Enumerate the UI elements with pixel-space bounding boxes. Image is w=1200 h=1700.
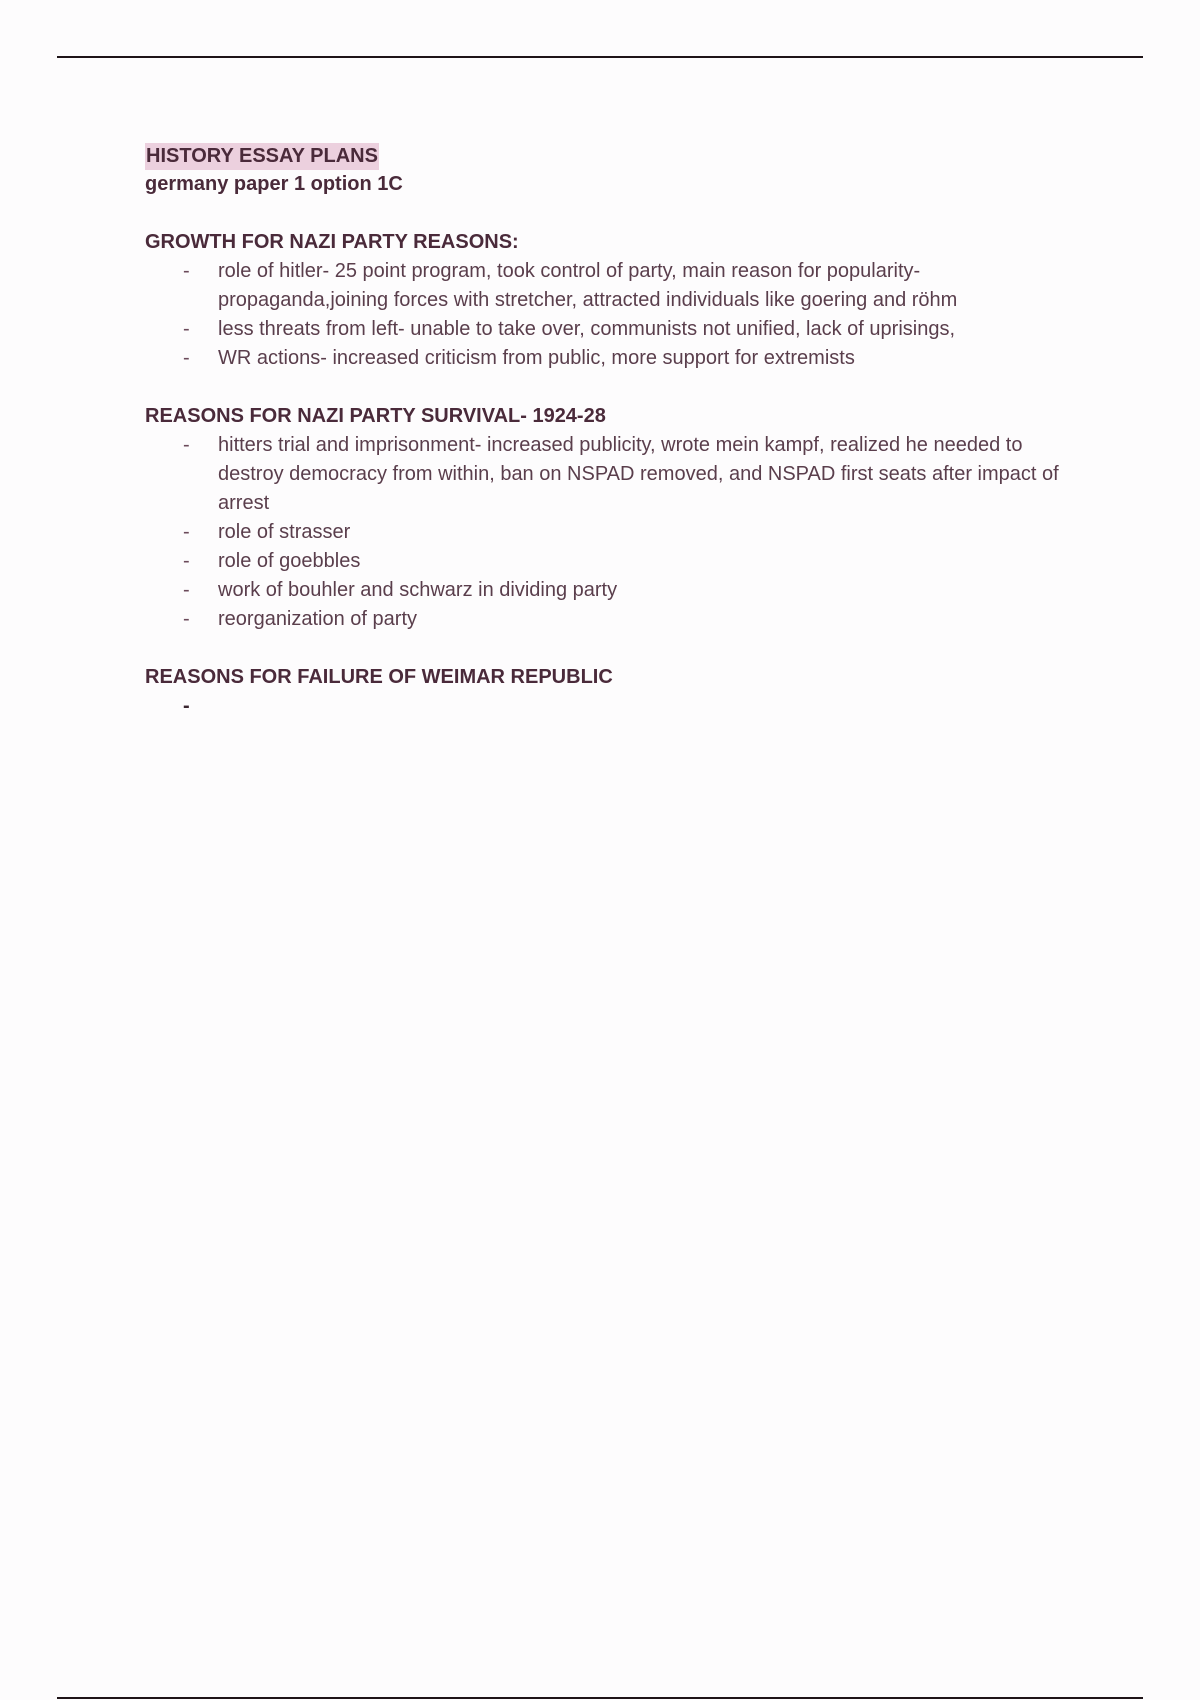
list-item	[145, 547, 1075, 576]
bullet-list	[145, 257, 1075, 373]
bullet-dash: -	[183, 550, 190, 572]
list-item	[145, 518, 1075, 547]
bottom-rule	[57, 1697, 1143, 1699]
section-survival	[145, 402, 1075, 634]
section-weimar-failure	[145, 663, 1075, 721]
bullet-dash: -	[183, 521, 190, 543]
list-item	[145, 344, 1075, 373]
document-title: HISTORY ESSAY PLANS	[145, 143, 379, 170]
section-heading: GROWTH FOR NAZI PARTY REASONS:	[145, 231, 519, 253]
section-heading: REASONS FOR NAZI PARTY SURVIVAL- 1924-28	[145, 405, 606, 427]
list-item	[145, 257, 1075, 315]
bullet-dash: -	[183, 260, 190, 282]
document-subtitle: germany paper 1 option 1C	[145, 173, 403, 195]
document-body	[145, 143, 1075, 721]
list-item-text: less threats from left- unable to take over, communists not unified, lack of uprisings,	[218, 318, 956, 340]
bullet-list	[145, 431, 1075, 634]
list-item-text: role of strasser	[218, 521, 351, 543]
bullet-dash: -	[183, 695, 190, 717]
bullet-dash: -	[183, 318, 190, 340]
list-item	[145, 315, 1075, 344]
list-item-text: hitters trial and imprisonment- increased publicity, wrote mein kampf, realized he needed to destroy democracy from within, ban on NSPAD removed, and NSPAD first seats after impact of arrest	[218, 434, 1059, 514]
list-item	[145, 431, 1075, 518]
bullet-dash: -	[183, 579, 190, 601]
bullet-dash: -	[183, 434, 190, 456]
list-item-text: role of goebbles	[218, 550, 361, 572]
list-item-text: role of hitler- 25 point program, took control of party, main reason for popularity- propaganda,joining forces with stretcher, attracted individuals like goering and röhm	[218, 260, 958, 311]
bullet-dash: -	[183, 347, 190, 369]
list-item	[145, 605, 1075, 634]
list-item-text: reorganization of party	[218, 608, 418, 630]
list-item-text: work of bouhler and schwarz in dividing party	[218, 579, 618, 601]
list-item	[145, 692, 1075, 721]
top-rule	[57, 56, 1143, 58]
bullet-list	[145, 692, 1075, 721]
bullet-dash: -	[183, 608, 190, 630]
list-item-text: WR actions- increased criticism from public, more support for extremists	[218, 347, 855, 369]
section-growth	[145, 228, 1075, 373]
list-item	[145, 576, 1075, 605]
section-heading: REASONS FOR FAILURE OF WEIMAR REPUBLIC	[145, 666, 613, 688]
